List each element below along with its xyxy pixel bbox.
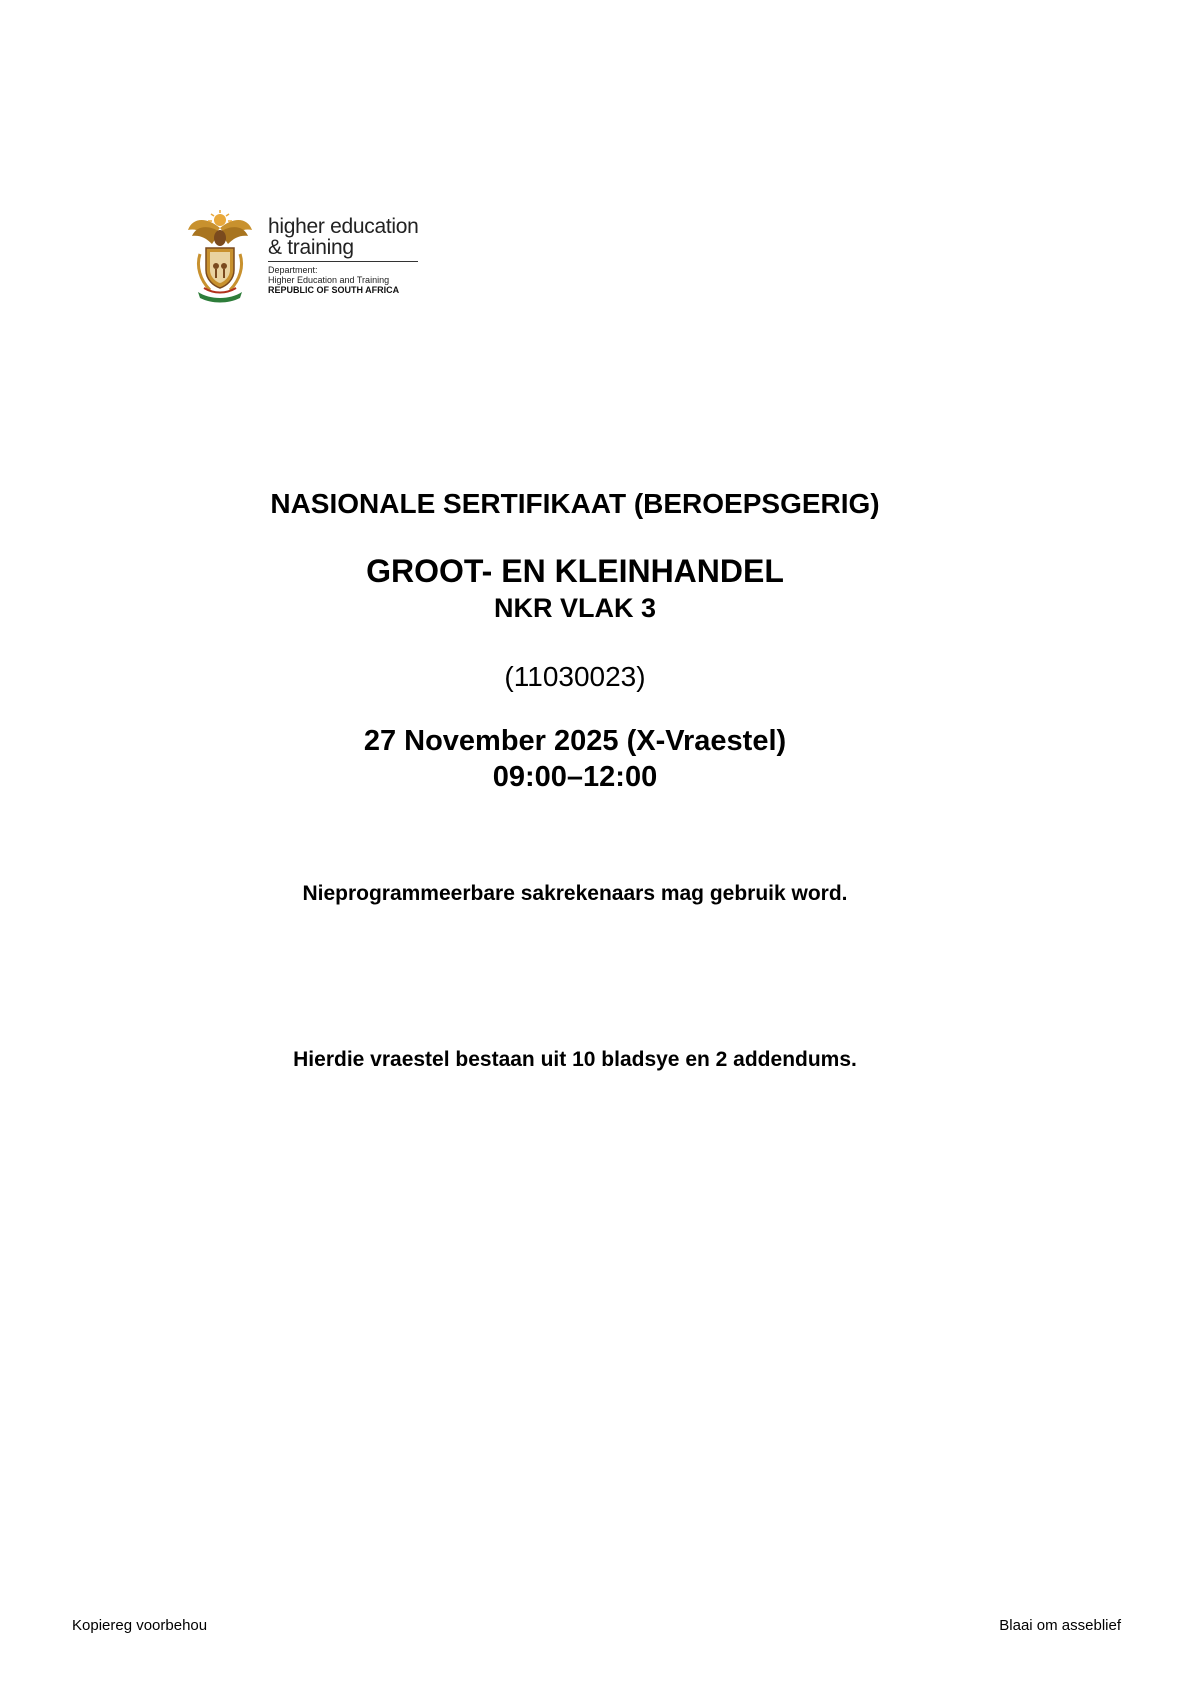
coat-of-arms-icon (186, 208, 254, 303)
logo-divider (268, 261, 418, 262)
page-count-note: Hierdie vraestel bestaan uit 10 bladsye en 2 addendums. (293, 1048, 857, 1071)
exam-time: 09:00–12:00 (492, 761, 658, 793)
subject-code: (11030023) (504, 661, 646, 692)
footer-turn-over: Blaai om asseblief (999, 1617, 1121, 1634)
nqf-level: NKR VLAK 3 (493, 593, 656, 623)
footer-copyright: Kopiereg voorbehou (72, 1617, 208, 1634)
logo-department-label: Department: (268, 265, 318, 275)
certificate-title: NASIONALE SERTIFIKAAT (BEROEPSGERIG) (270, 488, 880, 519)
logo-country-name: REPUBLIC OF SOUTH AFRICA (268, 285, 400, 295)
logo-title-line1: higher education (268, 215, 419, 238)
logo-text-block (268, 216, 424, 295)
subject-title: GROOT- EN KLEINHANDEL (366, 553, 784, 589)
department-logo (186, 208, 426, 303)
calculator-instruction: Nieprogrammeerbare sakrekenaars mag gebruik word. (302, 882, 848, 905)
exam-date: 27 November 2025 (X-Vraestel) (363, 725, 787, 757)
logo-title-line2: & training (268, 236, 354, 259)
logo-department-name: Higher Education and Training (268, 275, 390, 285)
